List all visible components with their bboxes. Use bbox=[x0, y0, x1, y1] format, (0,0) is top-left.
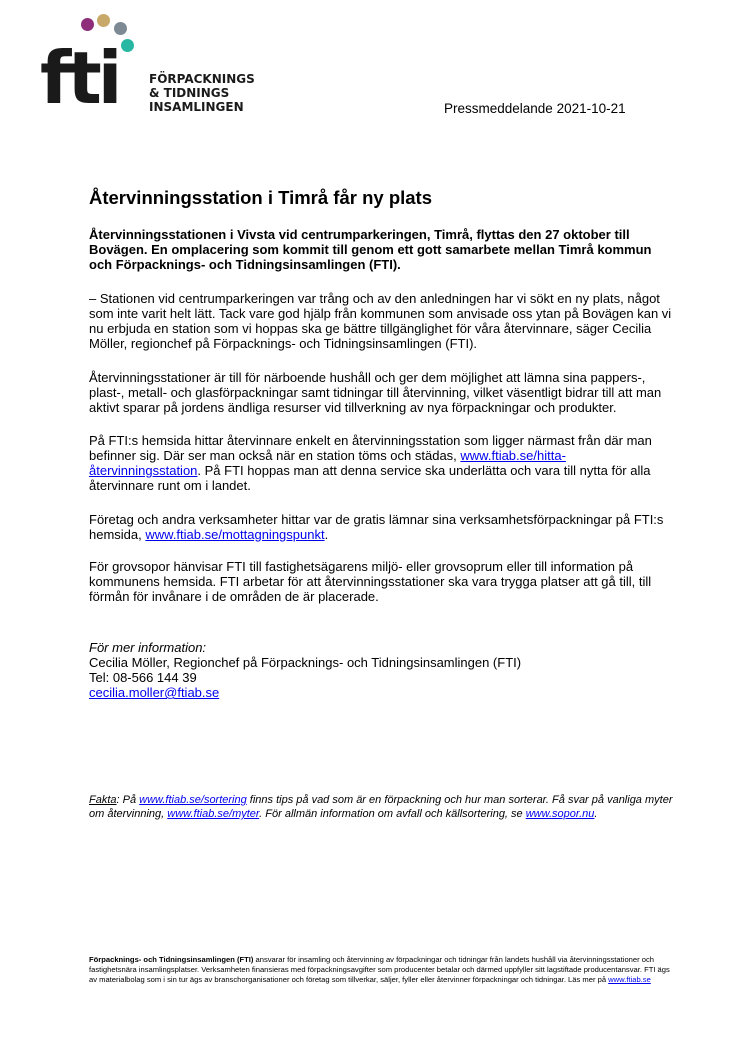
logo-text bbox=[149, 72, 255, 114]
article-paragraph-2: Återvinningsstationer är till för närboende hushåll och ger dem möjlighet att lämna sina pappers-, plast-, metall- och glasförpackningar samt tidningar till återvinning, vilket väsentligt bidrar till att man aktivt sparar på jordens ändliga resurser vid tillverkning av nya förpackningar och produkter. bbox=[89, 370, 662, 415]
fakta-text-4: . bbox=[594, 808, 598, 820]
contact-block bbox=[89, 640, 521, 700]
footer-text: ansvarar för insamling och återvinning av förpackningar och tidningar från landets hushåll via återvinningsstationer och fastighetsnära insamlingsplatser. Verksamheten finansieras med förpackningsavgifter som producenter betalar och därmed uppfyller sitt lagstiftade producentansvar. FTI ägs av materialbolag som i sin tur ägs av branschorganisationer och företag som tillverkar, säljer, fyller eller återvinner förpackningar och tidningar. Läs mer på bbox=[89, 954, 670, 984]
logo-dot-purple bbox=[81, 18, 94, 31]
logo-dot-tan bbox=[97, 14, 110, 27]
contact-name: Cecilia Möller, Regionchef på Förpacknings- och Tidningsinsamlingen (FTI) bbox=[89, 655, 522, 670]
logo-line-3: INSAMLINGEN bbox=[149, 100, 244, 114]
contact-heading: För mer information: bbox=[89, 640, 207, 655]
press-release-date: Pressmeddelande 2021-10-21 bbox=[444, 101, 626, 116]
footer-about bbox=[89, 955, 679, 985]
contact-phone: Tel: 08-566 144 39 bbox=[89, 670, 197, 685]
fakta-note bbox=[89, 793, 679, 821]
article-title: Återvinningsstation i Timrå får ny plats bbox=[89, 187, 433, 208]
sopor-link[interactable]: www.sopor.nu bbox=[525, 808, 595, 820]
article-lead: Återvinningsstationen i Vivsta vid centrumparkeringen, Timrå, flyttas den 27 oktober till Bovägen. En omplacering som kommit till genom ett gott samarbete mellan Timrå kommun och Förpacknings- och Tidningsinsamlingen (FTI). bbox=[89, 227, 652, 272]
logo-dot-teal bbox=[121, 39, 134, 52]
paragraph-4-text-start: Företag och andra verksamheter hittar var de gratis lämnar sina verksamhetsförpackningar på FTI:s hemsida, bbox=[89, 512, 664, 542]
sortering-link[interactable]: www.ftiab.se/sortering bbox=[139, 794, 247, 806]
fakta-text-3: . För allmän information om avfall och källsortering, se bbox=[259, 808, 526, 820]
logo-dot-gray bbox=[114, 22, 127, 35]
logo-line-1: FÖRPACKNINGS bbox=[149, 72, 255, 86]
myter-link[interactable]: www.ftiab.se/myter bbox=[167, 808, 260, 820]
logo-line-2: & TIDNINGS bbox=[149, 86, 230, 100]
logo-wordmark: fti bbox=[40, 36, 119, 120]
mottagningspunkt-link[interactable]: www.ftiab.se/mottagningspunkt bbox=[145, 527, 325, 542]
contact-email-link[interactable]: cecilia.moller@ftiab.se bbox=[89, 685, 220, 700]
article-paragraph-5: För grovsopor hänvisar FTI till fastighetsägarens miljö- eller grovsoprum eller till information på kommunens hemsida. FTI arbetar för att återvinningsstationer ska vara trygga platser att gå till, till förmån för invånare i de områden de är placerade. bbox=[89, 559, 652, 604]
fti-logo bbox=[40, 14, 270, 124]
hitta-station-link[interactable]: www.ftiab.se/hitta-återvinningsstation bbox=[89, 448, 566, 478]
fakta-text-2: finns tips på vad som är en förpackning och hur man sorterar. Få svar på vanliga myter om återvinning, bbox=[89, 794, 673, 820]
paragraph-3-text-start: På FTI:s hemsida hittar återvinnare enkelt en återvinningsstation som ligger närmast från där man befinner sig. Där ser man också när en station töms och städas, bbox=[89, 433, 652, 463]
fakta-label: Fakta bbox=[89, 794, 117, 806]
article-paragraph-4 bbox=[89, 512, 674, 542]
paragraph-4-text-end: . bbox=[324, 527, 329, 542]
footer-org-name: Förpacknings- och Tidningsinsamlingen (FTI) bbox=[89, 954, 254, 964]
fakta-text-1: : På bbox=[116, 794, 140, 806]
article-paragraph-3 bbox=[89, 433, 674, 493]
footer-website-link[interactable]: www.ftiab.se bbox=[608, 974, 651, 984]
article-paragraph-1: – Stationen vid centrumparkeringen var trång och av den anledningen har vi sökt en ny plats, något som inte varit helt lätt. Tack vare god hjälp från kommunen som anvisade oss ytan på Bovägen kan vi nu erbjuda en station som vi hoppas ska ge bättre tillgänglighet för våra återvinnare, säger Cecilia Möller, regionchef på Förpacknings- och Tidningsinsamlingen (FTI). bbox=[89, 291, 672, 351]
paragraph-3-text-end: . På FTI hoppas man att denna service ska underlätta och vara till nytta för alla återvinnare runt om i landet. bbox=[89, 463, 651, 493]
